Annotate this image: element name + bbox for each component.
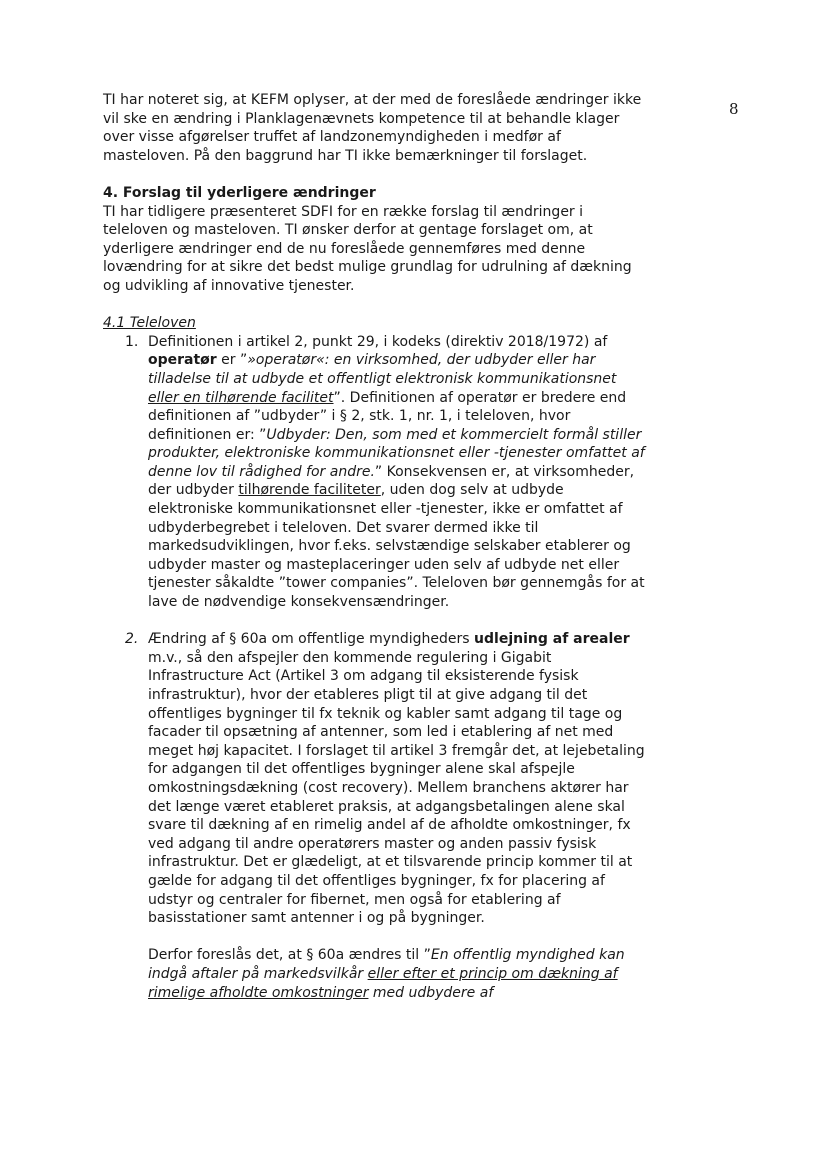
section-heading: 4. Forslag til yderligere ændringer — [103, 184, 376, 201]
text-segment: er ” — [216, 352, 248, 369]
underlined-phrase: eller efter et princip om dækning af rimelige afholdte omkostninger — [148, 965, 618, 1001]
list-number: 2. — [125, 631, 139, 648]
quoted-proposal: med udbydere af — [368, 984, 494, 1001]
quoted-definition: Udbyder: Den, som med et kommercielt formål stiller produkter, elektroniske kommunikationsnet eller -tjenester omfattet af denne lov til rådighed for andre. — [148, 426, 645, 480]
quoted-definition: »operatør«: en virksomhed, der udbyder eller har tilladelse til at udbyde et offentligt elektronisk kommunikationsnet — [148, 352, 617, 387]
list-number: 1. — [125, 333, 139, 350]
page-number: 8 — [729, 100, 739, 118]
proposal-list — [103, 333, 651, 928]
text-segment: m.v., så den afspejler den kommende regulering i Gigabit Infrastructure Act (Artikel 3 om adgang til eksisterende fysisk infrastruktur), hvor der etableres pligt til at give adgang til det offentliges bygninger til fx teknik og kabler samt adgang til tage og facader til opsætning af antenner, som led i etablering af net med meget høj kapacitet. I forslaget til artikel 3 fremgår det, at lejebetaling for adgangen til det offentliges bygninger alene skal afspejle omkostningsdækning (cost recovery). Mellem branchens aktører har det længe været etableret praksis, at adgangsbetalingen alene skal svare til dækning af en rimelig andel af de afholdte omkostninger, fx ved adgang til andre operatørers master og anden passiv fysisk infrastruktur. Det er glædeligt, at et tilsvarende princip kommer til at gælde for adgang til det offentliges bygninger, fx for placering af udstyr og centraler for fibernet, men også for etablering af basisstationer samt antenner i og på bygninger. — [148, 649, 645, 927]
intro-paragraph: TI har noteret sig, at KEFM oplyser, at der med de foreslåede ændringer ikke vil ske en ændring i Planklagenævnets kompetence til at behandle klager over visse afgørelser truffet af landzonemyndigheden i medfør af masteloven. På den baggrund har TI ikke bemærkninger til forslaget. — [103, 92, 642, 164]
list-item — [103, 333, 651, 612]
subsection-heading: 4.1 Teleloven — [103, 315, 196, 332]
bold-term: operatør — [148, 352, 217, 369]
text-segment: Derfor foreslås det, at § 60a ændres til ” — [148, 947, 431, 964]
document-body — [103, 91, 651, 1002]
underlined-phrase: tilhørende faciliteter — [238, 482, 381, 499]
list-item — [103, 630, 651, 928]
section-paragraph: TI har tidligere præsenteret SDFI for en række forslag til ændringer i teleloven og masteloven. TI ønsker derfor at gentage forslaget om, at yderligere ændringer end de nu foreslåede gennemføres med denne lovændring for at sikre det bedst mulige grundlag for udrulning af dækning og udvikling af innovative tjenester. — [103, 203, 632, 294]
underlined-phrase: eller en tilhørende facilitet — [148, 389, 334, 406]
quoted-proposal: En offentlig myndighed kan indgå aftaler på markedsvilkår — [148, 947, 625, 982]
text-segment: ”. Definitionen af operatør er bredere end definitionen af ”udbyder” i § 2, stk. 1, nr. 1, i teleloven, hvor definitionen er: ” — [148, 389, 627, 443]
text-segment: , uden dog selv at udbyde elektroniske kommunikationsnet eller -tjenester, ikke er omfattet af udbyderbegrebet i teleloven. Det svarer dermed ikke til markedsudviklingen, hvor f.eks. selvstændige selskaber etablerer og udbyder master og masteplaceringer uden selv af udbyde net eller tjenester såkaldte ”tower companies”. Teleloven bør gennemgås for at lave de nødvendige konsekvensændringer. — [148, 482, 645, 611]
text-segment: ” Konsekvensen er, at virksomheder, der udbyder — [148, 463, 635, 499]
text-segment: Ændring af § 60a om offentlige myndigheders — [148, 631, 475, 648]
text-segment: Definitionen i artikel 2, punkt 29, i kodeks (direktiv 2018/1972) af — [148, 333, 608, 350]
bold-term: udlejning af arealer — [474, 631, 630, 648]
proposal-paragraph — [103, 946, 651, 1002]
